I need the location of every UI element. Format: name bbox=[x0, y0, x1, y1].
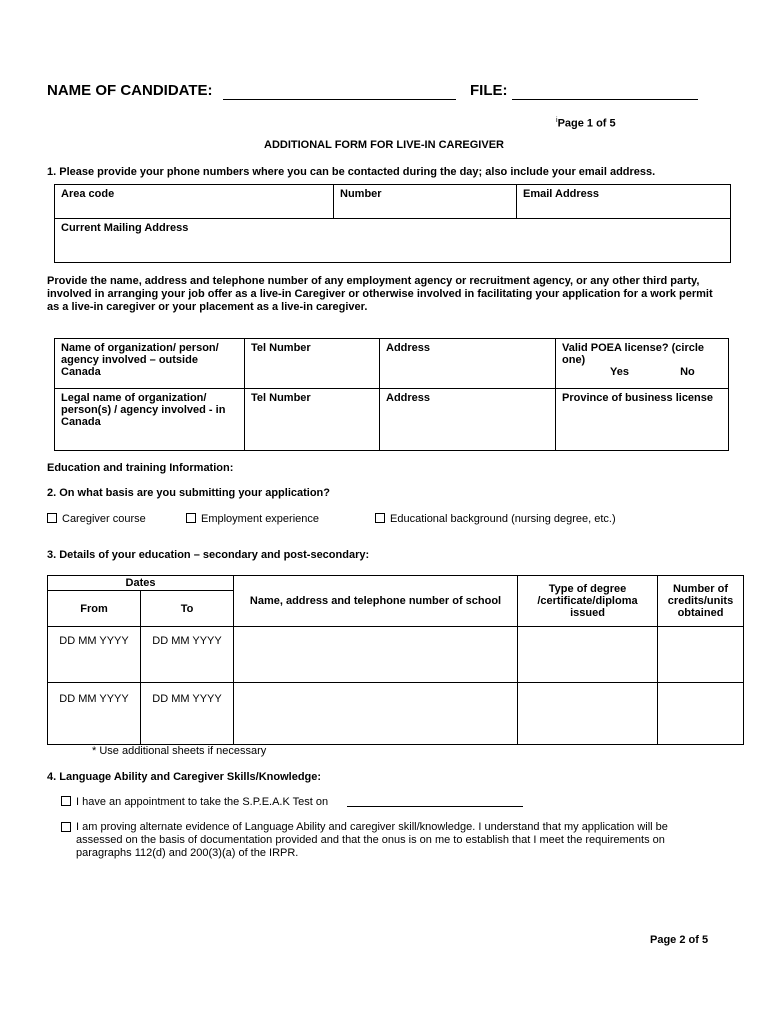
agency-outside-label: Name of organization/ person/ agency involved – outside Canada bbox=[61, 342, 219, 378]
basis-option-caregiver-course[interactable] bbox=[47, 513, 146, 526]
address-outside-cell[interactable] bbox=[380, 339, 556, 389]
contact-table bbox=[54, 184, 731, 263]
degree-header: Type of degree /certificate/diploma issued bbox=[518, 576, 658, 627]
to-date-2[interactable]: DD MM YYYY bbox=[141, 683, 234, 745]
page-top-text: Page 1 of 5 bbox=[557, 117, 616, 130]
address-outside-label: Address bbox=[386, 342, 431, 354]
basis-option-education[interactable] bbox=[375, 513, 616, 526]
address-inside-label: Address bbox=[386, 392, 431, 404]
credits-cell-1[interactable] bbox=[658, 627, 744, 683]
caregiver-course-checkbox[interactable] bbox=[47, 513, 57, 523]
speak-test-option[interactable] bbox=[61, 796, 328, 809]
degree-cell-1[interactable] bbox=[518, 627, 658, 683]
caregiver-course-label: Caregiver course bbox=[62, 513, 146, 525]
q1-text: 1. Please provide your phone numbers where you can be contacted during the day; also include your email address. bbox=[47, 166, 656, 178]
employment-experience-checkbox[interactable] bbox=[186, 513, 196, 523]
file-line[interactable] bbox=[512, 99, 698, 100]
area-code-label: Area code bbox=[61, 188, 115, 200]
form-title: ADDITIONAL FORM FOR LIVE-IN CAREGIVER bbox=[264, 139, 504, 151]
number-label: Number bbox=[340, 188, 382, 200]
tel-inside-cell[interactable] bbox=[245, 389, 380, 451]
tel-outside-cell[interactable] bbox=[245, 339, 380, 389]
education-table bbox=[47, 575, 744, 745]
email-label: Email Address bbox=[523, 188, 600, 200]
candidate-name-line[interactable] bbox=[223, 99, 456, 100]
speak-test-checkbox[interactable] bbox=[61, 796, 71, 806]
q4-text: 4. Language Ability and Caregiver Skills/Knowledge: bbox=[47, 771, 322, 783]
from-date-2[interactable]: DD MM YYYY bbox=[48, 683, 141, 745]
page-marker: i bbox=[556, 117, 558, 124]
poea-cell[interactable] bbox=[556, 339, 729, 389]
school-cell-1[interactable] bbox=[234, 627, 518, 683]
alternate-evidence-checkbox-wrap[interactable] bbox=[61, 822, 76, 835]
educational-background-label: Educational background (nursing degree, etc.) bbox=[390, 513, 616, 525]
mailing-address-label: Current Mailing Address bbox=[61, 222, 189, 234]
agency-inside-label: Legal name of organization/ person(s) / agency involved - in Canada bbox=[61, 392, 226, 428]
employment-experience-label: Employment experience bbox=[201, 513, 320, 525]
tel-inside-label: Tel Number bbox=[251, 392, 311, 404]
alternate-evidence-label: I am proving alternate evidence of Language Ability and caregiver skill/knowledge. I understand that my application will be assessed on the basis of documentation provided and that the onus is on me to establish that I meet the requirements on paragraphs 112(d) and 200(3)(a) of the IRPR. bbox=[76, 821, 668, 859]
school-cell-2[interactable] bbox=[234, 683, 518, 745]
from-header: From bbox=[48, 591, 141, 627]
email-cell[interactable] bbox=[517, 185, 731, 219]
credits-header: Number of credits/units obtained bbox=[658, 576, 744, 627]
basis-option-employment[interactable] bbox=[186, 513, 319, 526]
file-label: FILE: bbox=[470, 82, 508, 99]
to-date-1[interactable]: DD MM YYYY bbox=[141, 627, 234, 683]
speak-test-label: I have an appointment to take the S.P.E.A.K Test on bbox=[76, 796, 329, 808]
speak-test-date-line[interactable] bbox=[347, 806, 523, 807]
agency-inside-cell[interactable] bbox=[55, 389, 245, 451]
q3-text: 3. Details of your education – secondary and post-secondary: bbox=[47, 549, 370, 561]
dates-header: Dates bbox=[48, 576, 234, 591]
area-code-cell[interactable] bbox=[55, 185, 334, 219]
q2-text: 2. On what basis are you submitting your application? bbox=[47, 487, 330, 499]
degree-cell-2[interactable] bbox=[518, 683, 658, 745]
tel-outside-label: Tel Number bbox=[251, 342, 311, 354]
poea-label: Valid POEA license? (circle one) bbox=[562, 342, 705, 366]
poea-yes[interactable]: Yes bbox=[610, 366, 629, 378]
province-label: Province of business license bbox=[562, 392, 714, 404]
page-top-indicator bbox=[556, 114, 616, 131]
province-cell[interactable] bbox=[556, 389, 729, 451]
alternate-evidence-checkbox[interactable] bbox=[61, 822, 71, 832]
agency-table bbox=[54, 338, 729, 451]
mailing-address-cell[interactable] bbox=[55, 219, 731, 263]
candidate-name-label: NAME OF CANDIDATE: bbox=[47, 82, 213, 99]
agency-outside-cell[interactable] bbox=[55, 339, 245, 389]
educational-background-checkbox[interactable] bbox=[375, 513, 385, 523]
additional-sheets-note: * Use additional sheets if necessary bbox=[92, 745, 267, 757]
to-header: To bbox=[141, 591, 234, 627]
from-date-1[interactable]: DD MM YYYY bbox=[48, 627, 141, 683]
page-footer: Page 2 of 5 bbox=[650, 934, 709, 946]
credits-cell-2[interactable] bbox=[658, 683, 744, 745]
address-inside-cell[interactable] bbox=[380, 389, 556, 451]
number-cell[interactable] bbox=[334, 185, 517, 219]
agency-intro: Provide the name, address and telephone number of any employment agency or recruitment agency, or any other third party, involved in arranging your job offer as a live-in Caregiver or otherwise involved in facilitating your application for a work permit as a live-in caregiver or your placement as a live-in caregiver. bbox=[47, 275, 713, 313]
poea-no[interactable]: No bbox=[680, 366, 695, 378]
school-header: Name, address and telephone number of school bbox=[234, 576, 518, 627]
education-heading: Education and training Information: bbox=[47, 462, 234, 474]
